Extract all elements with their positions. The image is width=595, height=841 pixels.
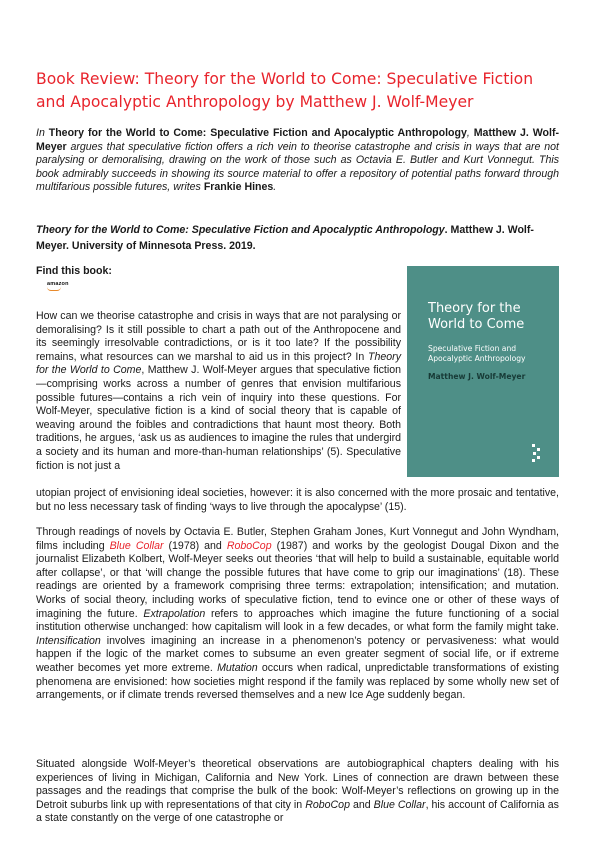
intro-book-title: Theory for the World to Come: Speculative Fiction and Apocalyptic Anthropology xyxy=(48,127,467,139)
paragraph-text: and xyxy=(349,798,374,811)
intro-standfirst xyxy=(36,127,559,195)
intro-text: In xyxy=(36,127,49,139)
term-extrapolation: Extrapolation xyxy=(143,607,206,620)
film-title-italic: RoboCop xyxy=(305,798,350,811)
paragraph-text: How can we theorise catastrophe and crisis in ways that are not paralysing or demoralising? Is it still possible to chart a path out of the Anthropocene and its seemingly irresolvable contradictions, or is it too late? If the possibility remains, what resources can we marshal to aid us in this project? In xyxy=(36,310,401,363)
robocop-link[interactable]: RoboCop xyxy=(226,539,272,552)
citation-details: . Matthew J. Wolf-Meyer. University of Minnesota Press. 2019. xyxy=(36,224,534,252)
amazon-link[interactable]: amazon xyxy=(47,281,69,287)
paragraph-text: refers to approaches which imagine the future functioning of a social institution otherwise unchanged: how capitalism will look in a few decades, or what form the family might take. xyxy=(36,607,559,634)
term-mutation: Mutation xyxy=(217,661,258,674)
term-intensification: Intensification xyxy=(36,634,101,647)
book-cover-image xyxy=(407,266,559,477)
intro-reviewer: Frankie Hines xyxy=(203,181,274,194)
page-title: Book Review: Theory for the World to Come: Speculative Fiction and Apocalyptic Anthropology by Matthew J. Wolf-Meyer xyxy=(36,70,534,111)
paragraph-3 xyxy=(36,758,559,826)
paragraph-1 xyxy=(36,310,401,473)
intro-text: , xyxy=(466,127,474,139)
cover-subtitle: Speculative Fiction and Apocalyptic Anthropology xyxy=(428,344,526,363)
paragraph-text: (1987) and works by the geologist Dougal Dixon and the journalist Elizabeth Kolbert, Wolf-Meyer seeks out theories ‘that will help to build a sustainable, equitable world after collapse’, or that ‘will change the possible futures that have come to grip our imaginations’ (18). These readings are oriented by a framework comprising three terms: extrapolation; intensification; and mutation. Works of social theory, including works of speculative fiction, tend to evince one or other of these ways of imagining the future. xyxy=(36,539,559,620)
book-title-italic: Theory for the World to Come xyxy=(36,350,401,377)
book-citation xyxy=(36,222,559,254)
paragraph-text: , Matthew J. Wolf-Meyer argues that speculative fiction—comprising works across a number of genres that envision multifarious possible futures—contains a rich vein of inquiry into these questions. For Wolf-Meyer, speculative fiction is a kind of social theory that is capable of weaving around the foibles and contradictions that haunt most theory. Both traditions, he argues, ‘ask us as audiences to imagine the rules that undergird a society and its human and more-than-human relationships’ (5). Speculative fiction is not just a xyxy=(36,364,401,472)
film-title-italic: Blue Collar xyxy=(373,798,426,811)
intro-text: argues that speculative fiction offers a rich vein to theorise catastrophe and crisis in ways that are not paralysing or demoralising, drawing on the work of those such as Octavia E. Butler and Kurt Vonnegut. This book admirably succeeds in showing its source material to offer a repository of potential paths forward through multifarious possible futures, writes xyxy=(36,140,559,194)
find-this-book-label: Find this book: xyxy=(36,265,112,277)
paragraph-text: occurs when radical, unpredictable transformations of existing phenomena are envisioned: how societies might respond if the family was replaced by some wholly new set of arrangements, or if climate trends reversed themselves and a new Ice Age suddenly began. xyxy=(36,661,560,702)
intro-author: Matthew J. Wolf-Meyer xyxy=(36,127,560,153)
paragraph-text: Situated alongside Wolf-Meyer’s theoretical observations are autobiographical chapters dealing with his experiences of living in Michigan, California and New York. Lines of connection are drawn between these passages and the readings that comprise the bulk of the book: Wolf-Meyer’s reflections on growing up in the Detroit suburbs link up with representations of that city in xyxy=(36,758,559,811)
citation-book-title: Theory for the World to Come: Speculative Fiction and Apocalyptic Anthropology xyxy=(36,224,445,236)
paragraph-1-continued: utopian project of envisioning ideal societies, however: it is also concerned with the more prosaic and tentative, but no less necessary task of finding ‘ways to live through the apocalypse’ (15). xyxy=(36,487,559,513)
cover-author: Matthew J. Wolf-Meyer xyxy=(428,372,526,381)
paragraph-text: Through readings of novels by Octavia E. Butler, Stephen Graham Jones, Kurt Vonnegut and John Wyndham, films including xyxy=(36,526,559,552)
paragraph-2 xyxy=(36,526,559,703)
publisher-logo-icon xyxy=(532,444,542,462)
cover-title: Theory for the World to Come xyxy=(428,301,525,332)
blue-collar-link[interactable]: Blue Collar xyxy=(109,539,164,552)
intro-text: . xyxy=(273,181,277,194)
paragraph-text: involves imagining an increase in a phenomenon’s potency or pervasiveness: what would happen if the logic of the market comes to subsume an even greater segment of social life, or if extreme weather becomes yet more extreme. xyxy=(36,634,559,674)
amazon-smile-icon xyxy=(47,287,61,291)
paragraph-text: , his account of California as a state constantly on the verge of one catastrophe or xyxy=(36,798,559,825)
paragraph-text: (1978) and xyxy=(163,539,227,552)
